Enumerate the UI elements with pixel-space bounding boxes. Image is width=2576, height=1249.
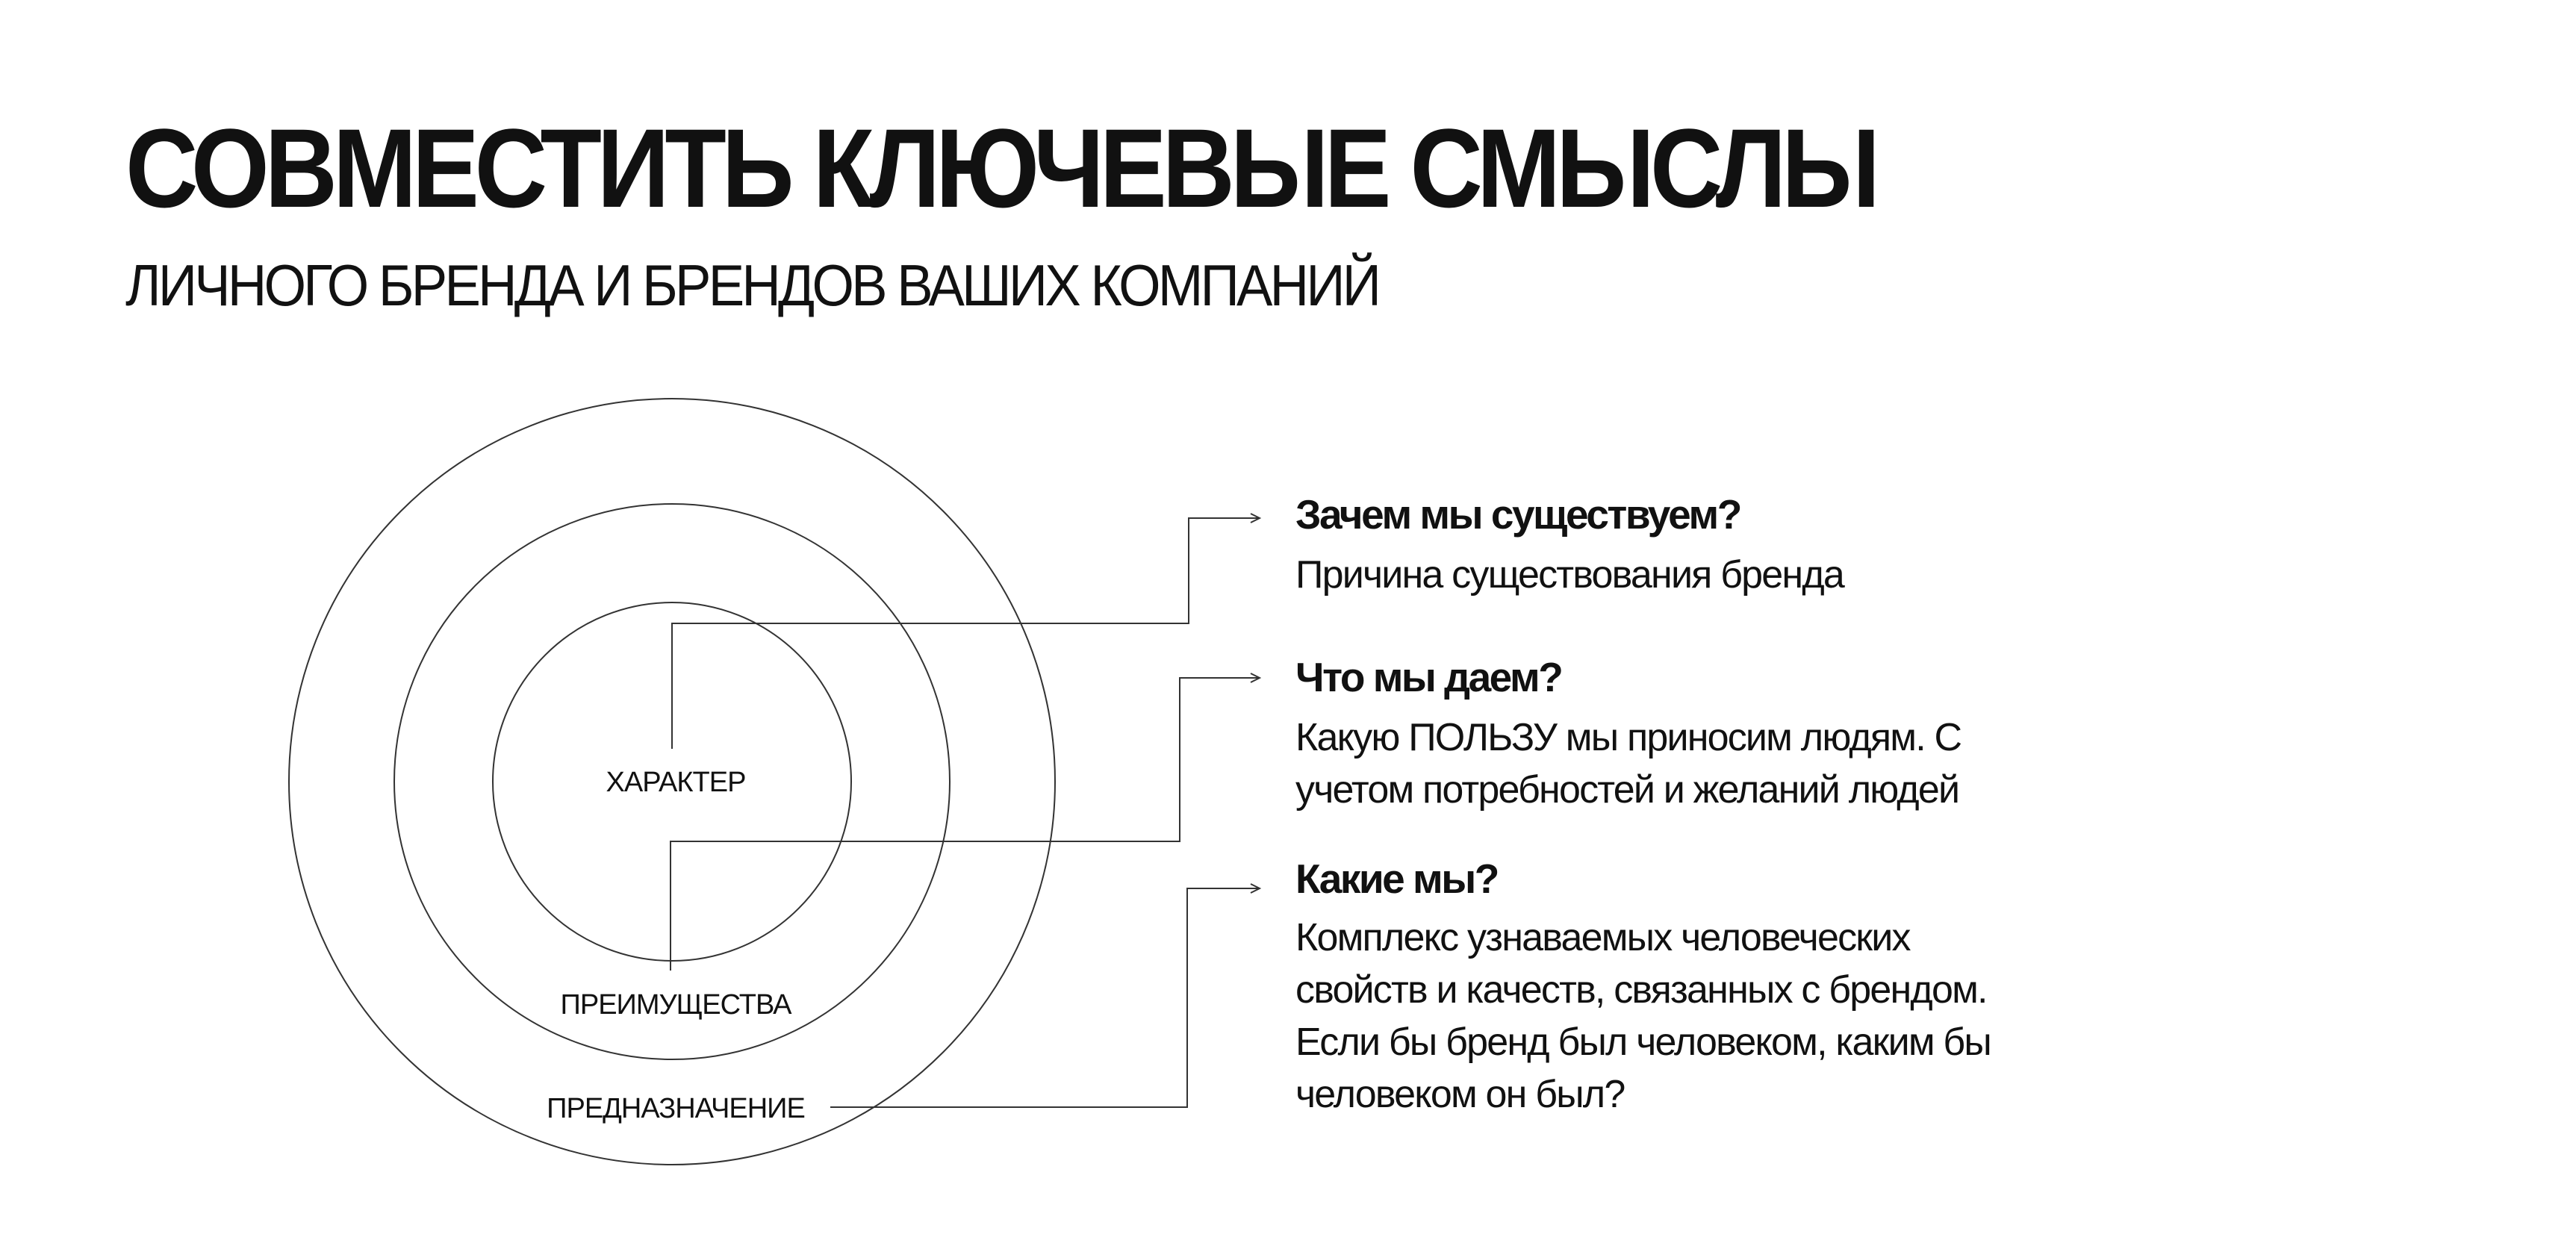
info-text-line: свойств и качеств, связанных с брендом. [1295,968,1987,1012]
info-heading: Что мы даем? [1295,654,1562,700]
page-subtitle: ЛИЧНОГО БРЕНДА И БРЕНДОВ ВАШИХ КОМПАНИЙ [125,252,1379,318]
page-title: СОВМЕСТИТЬ КЛЮЧЕВЫЕ СМЫСЛЫ [125,105,1876,231]
info-text-line: учетом потребностей и желаний людей [1295,768,1959,812]
connector-line-3 [830,888,1258,1107]
info-heading: Зачем мы существуем? [1295,491,1740,538]
info-text-line: Если бы бренд был человеком, каким бы [1295,1021,1991,1064]
ring-label-inner: ХАРАКТЕР [606,767,746,798]
info-text-line: Комплекс узнаваемых человеческих [1295,916,1910,959]
info-text-line: Какую ПОЛЬЗУ мы приносим людям. С [1295,716,1961,759]
info-text-line: Причина существования бренда [1295,553,1844,597]
info-text-line: человеком он был? [1295,1073,1625,1116]
ring-label-middle: ПРЕИМУЩЕСТВА [560,989,791,1021]
info-heading: Какие мы? [1295,856,1498,902]
connector-line-2 [671,678,1258,971]
info-text [1295,549,1844,601]
info-block-purpose [1295,491,1844,601]
connector-line-1 [672,518,1258,749]
info-text [1295,912,1991,1121]
info-block-benefits [1295,654,1961,816]
info-text [1295,711,1961,816]
ring-label-outer: ПРЕДНАЗНАЧЕНИЕ [547,1093,805,1124]
info-block-character [1295,856,1991,1121]
